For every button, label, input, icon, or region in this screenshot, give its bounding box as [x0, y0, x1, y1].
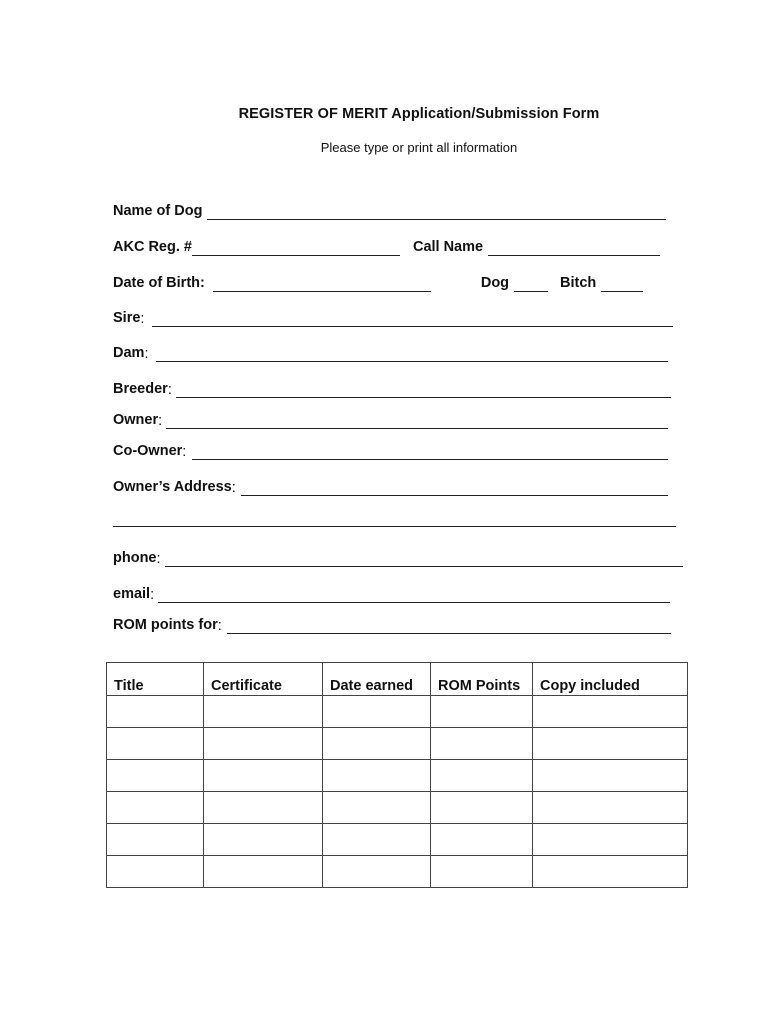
table-cell[interactable] [431, 856, 533, 888]
table-row [107, 824, 688, 856]
form-subtitle: Please type or print all information [320, 140, 518, 155]
form-title: REGISTER OF MERIT Application/Submission Form [238, 106, 600, 122]
sire-row [113, 307, 673, 327]
email-input[interactable] [158, 587, 670, 603]
bitch-label: Bitch [560, 275, 597, 291]
date-of-birth-row [113, 272, 643, 292]
call-name-label: Call Name [412, 239, 484, 255]
breeder-label: Breeder [113, 381, 168, 397]
table-cell[interactable] [323, 824, 431, 856]
table-body [107, 696, 688, 888]
table-cell[interactable] [431, 728, 533, 760]
rom-points-for-row [113, 614, 671, 634]
sire-input[interactable] [152, 311, 673, 327]
header-certificate: Certificate [204, 663, 323, 696]
table-header-row [107, 663, 688, 696]
owners-address-input[interactable] [241, 480, 668, 496]
table-cell[interactable] [431, 824, 533, 856]
rom-points-for-input[interactable] [227, 618, 671, 634]
header-copy-included: Copy included [533, 663, 688, 696]
akc-reg-row [113, 236, 660, 256]
table-cell[interactable] [323, 760, 431, 792]
dog-label: Dog [480, 275, 510, 291]
phone-row [113, 547, 683, 567]
name-of-dog-input[interactable] [207, 204, 666, 220]
table-cell[interactable] [107, 696, 204, 728]
table-cell[interactable] [204, 696, 323, 728]
owners-address-colon: : [231, 480, 236, 496]
rom-points-for-colon: : [217, 618, 222, 634]
owner-label: Owner [113, 412, 159, 428]
table-cell[interactable] [533, 728, 688, 760]
table-cell[interactable] [107, 760, 204, 792]
table-row [107, 760, 688, 792]
table-cell[interactable] [533, 792, 688, 824]
phone-colon: : [156, 551, 161, 567]
table-cell[interactable] [323, 728, 431, 760]
sire-colon: : [140, 311, 145, 327]
table-cell[interactable] [204, 856, 323, 888]
rom-table [106, 662, 688, 888]
owners-address-input-line-2[interactable] [113, 526, 676, 527]
akc-reg-label: AKC Reg. # [113, 239, 192, 255]
table-cell[interactable] [323, 696, 431, 728]
table-cell[interactable] [533, 824, 688, 856]
email-row [113, 583, 670, 603]
rom-points-for-label: ROM points for [113, 617, 218, 633]
table-cell[interactable] [204, 760, 323, 792]
table-cell[interactable] [431, 792, 533, 824]
co-owner-label: Co-Owner [113, 443, 183, 459]
table-cell[interactable] [107, 824, 204, 856]
header-rom-points: ROM Points [431, 663, 533, 696]
table-cell[interactable] [533, 760, 688, 792]
date-of-birth-label: Date of Birth: [113, 275, 205, 291]
dam-colon: : [144, 346, 149, 362]
akc-reg-input[interactable] [192, 240, 400, 256]
email-label: email [113, 586, 151, 602]
email-colon: : [150, 587, 155, 603]
owner-input[interactable] [166, 413, 668, 429]
breeder-input[interactable] [176, 382, 671, 398]
dog-input[interactable] [514, 276, 548, 292]
table-cell[interactable] [323, 856, 431, 888]
phone-input[interactable] [165, 551, 683, 567]
table-cell[interactable] [204, 792, 323, 824]
breeder-row [113, 378, 671, 398]
co-owner-row [113, 440, 668, 460]
header-date-earned: Date earned [323, 663, 431, 696]
name-of-dog-label: Name of Dog [113, 203, 203, 219]
name-of-dog-row [113, 200, 666, 220]
table-cell[interactable] [204, 728, 323, 760]
table-row [107, 792, 688, 824]
table-cell[interactable] [533, 856, 688, 888]
bitch-input[interactable] [601, 276, 643, 292]
table-cell[interactable] [431, 696, 533, 728]
dam-row [113, 342, 668, 362]
sire-label: Sire [113, 310, 141, 326]
co-owner-input[interactable] [192, 444, 668, 460]
dam-label: Dam [113, 345, 145, 361]
dam-input[interactable] [156, 346, 668, 362]
table-row [107, 856, 688, 888]
owner-row [113, 409, 668, 429]
table-cell[interactable] [533, 696, 688, 728]
table-cell[interactable] [431, 760, 533, 792]
owner-colon: : [158, 413, 163, 429]
table-cell[interactable] [107, 856, 204, 888]
table-row [107, 696, 688, 728]
table-row [107, 728, 688, 760]
phone-label: phone [113, 550, 157, 566]
header-title: Title [107, 663, 204, 696]
table-cell[interactable] [107, 728, 204, 760]
owners-address-label: Owner’s Address [113, 479, 232, 495]
co-owner-colon: : [182, 444, 187, 460]
date-of-birth-input[interactable] [213, 276, 431, 292]
table-cell[interactable] [204, 824, 323, 856]
table-cell[interactable] [107, 792, 204, 824]
breeder-colon: : [167, 382, 172, 398]
call-name-input[interactable] [488, 240, 660, 256]
owners-address-row [113, 476, 668, 496]
table-cell[interactable] [323, 792, 431, 824]
